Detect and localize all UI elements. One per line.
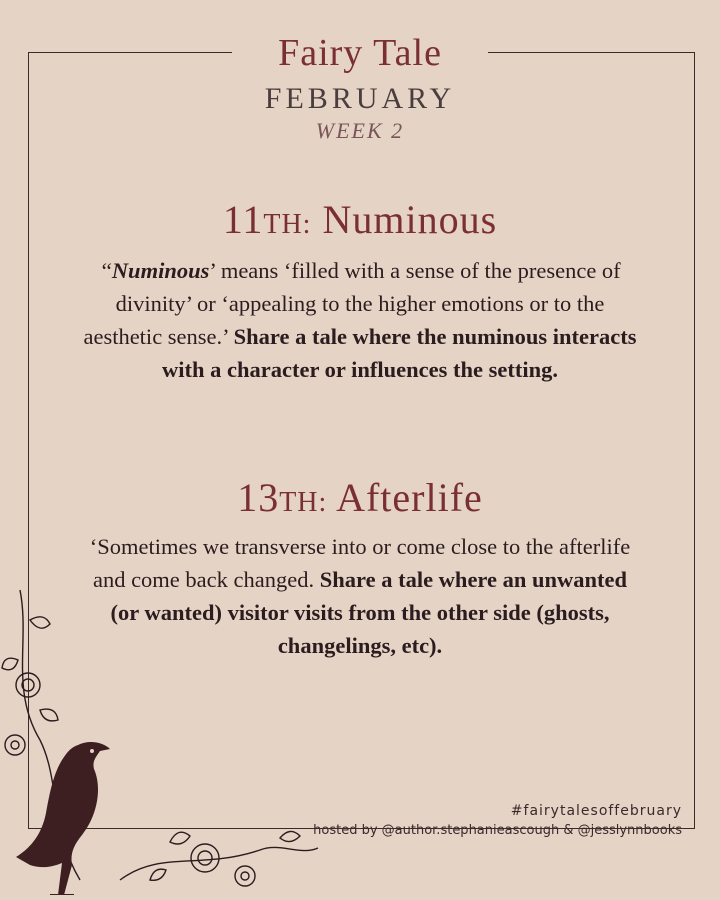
prompt-desc-plain-2: ‘Sometimes we transverse into or come close to the afterlife and come back changed. bbox=[89, 534, 631, 592]
prompt-day-suffix-2: TH: bbox=[279, 487, 328, 518]
hashtag-text: #fairytalesoffebruary bbox=[510, 803, 682, 819]
hosted-by-text: hosted by @author.stephanieascough & @jesslynnbooks bbox=[313, 823, 682, 838]
prompt-desc-bold-1: Share a tale where the numinous interacts with a character or influences the setting. bbox=[162, 324, 637, 382]
prompt-quote-open: ‘‘ bbox=[99, 258, 112, 283]
prompt-heading-2 bbox=[60, 475, 660, 520]
title-line-2: FEBRUARY bbox=[264, 82, 456, 115]
bird-icon bbox=[12, 735, 122, 895]
prompt-topic-1: Numinous bbox=[322, 197, 498, 242]
prompt-topic-2: Afterlife bbox=[336, 475, 483, 520]
prompt-desc-bold-2: Share a tale where an unwanted (or wanted) visitor visits from the other side (ghosts, changelings, etc). bbox=[110, 567, 628, 658]
prompt-day-2: 13 bbox=[237, 475, 280, 520]
prompt-term: Numinous bbox=[111, 258, 210, 283]
prompt-day-1: 11 bbox=[222, 197, 264, 242]
week-label: WEEK 2 bbox=[315, 118, 405, 143]
prompt-description-1 bbox=[80, 254, 640, 386]
prompt-day-suffix-1: TH: bbox=[263, 209, 312, 240]
title-line-1: Fairy Tale bbox=[278, 32, 442, 74]
prompt-heading-1 bbox=[60, 197, 660, 242]
title-block bbox=[232, 14, 488, 124]
prompt-desc-plain-1: ’ means ‘filled with a sense of the presence of divinity’ or ‘appealing to the higher emotions or to the aesthetic sense.’ bbox=[83, 258, 621, 349]
